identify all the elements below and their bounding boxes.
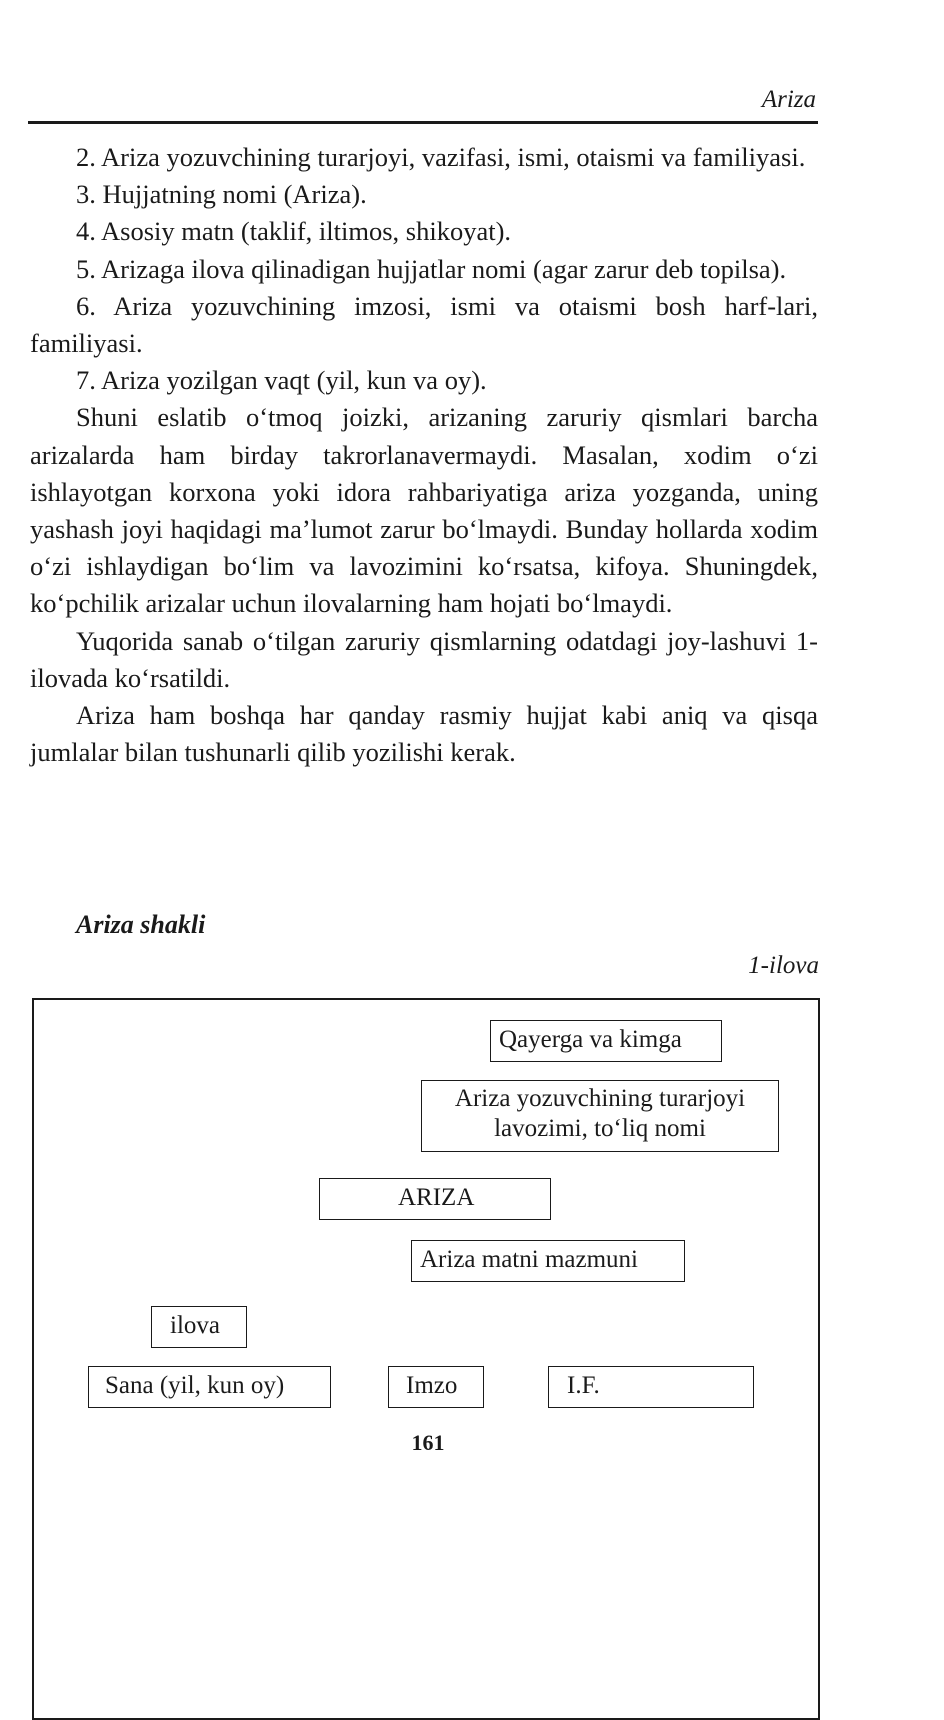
attachment-box: ilova [151, 1306, 247, 1348]
recipient-box: Qayerga va kimga [490, 1020, 722, 1062]
page-number: 161 [411, 1430, 445, 1455]
header-rule [28, 121, 818, 124]
appendix-label: 1-ilova [748, 952, 819, 979]
section-title: Ariza shakli [76, 910, 206, 939]
applicant-box [421, 1080, 779, 1152]
applicant-line: Ariza yozuvchining turarjoyi [454, 1085, 746, 1112]
title-box: ARIZA [319, 1178, 551, 1220]
paragraph: 7. Ariza yozilgan vaqt (yil, kun va oy). [76, 365, 487, 396]
paragraph: 4. Asosiy matn (taklif, iltimos, shikoyat). [76, 216, 512, 247]
date-box: Sana (yil, kun oy) [88, 1366, 331, 1408]
paragraph: 2. Ariza yozuvchining turarjoyi, vazifasi, ismi, otaismi va familiyasi. [76, 142, 806, 172]
paragraph: Shuni eslatib o‘tmoq joizki, arizaning zaruriy qismlari barcha arizalarda ham birday takrorlanavermaydi. Masalan, xodim o‘zi ishlayotgan korxona yoki idora rahbariyatiga ariza yozganda, uning yashash joyi haqidagi ma’lumot zarur bo‘lmaydi. Bunday hollarda xodim o‘zi ishlaydigan bo‘lim va lavozimini ko‘rsatsa, kifoya. Shuningdek, ko‘pchilik arizalar uchun ilovalarning ham hojati bo‘lmaydi. [30, 402, 818, 619]
content-box: Ariza matni mazmuni [411, 1240, 685, 1282]
paragraph: 5. Arizaga ilova qilinadigan hujjatlar nomi (agar zarur deb topilsa). [76, 253, 787, 284]
paragraph: 6. Ariza yozuvchining imzosi, ismi va otaismi bosh harf-lari, familiyasi. [30, 290, 818, 359]
body-text [30, 139, 818, 771]
paragraph: 3. Hujjatning nomi (Ariza). [76, 179, 367, 210]
applicant-line: lavozimi, to‘liq nomi [494, 1115, 706, 1142]
paragraph: Yuqorida sanab o‘tilgan zaruriy qismlarning odatdagi joy-lashuvi 1-ilovada ko‘rsatildi. [30, 625, 818, 693]
running-title: Ariza [761, 86, 816, 113]
application-form-template [32, 998, 820, 1720]
paragraph: Ariza ham boshqa har qanday rasmiy hujjat kabi aniq va qisqa jumlalar bilan tushunarli qilib yozilishi kerak. [30, 700, 818, 768]
initials-box: I.F. [548, 1366, 754, 1408]
signature-box: Imzo [388, 1366, 484, 1408]
